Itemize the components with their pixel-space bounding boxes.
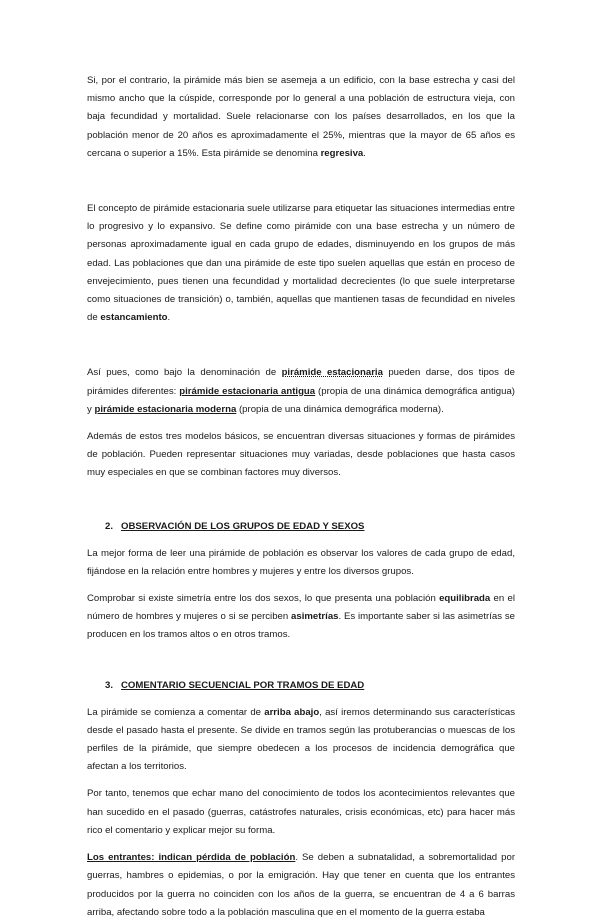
paragraph-text: Si, por el contrario, la pirámide más bien se asemeja a un edificio, con la base estrecha y casi del mismo ancho que la cúspide, corresponde por lo general a una población de estructura vieja, con baja fecundidad y mortalidad. Suele relacionarse con los países desarrollados, en los que la población menor de 20 años es aproximadamente el 25%, mientras que la mayor de 65 años es cercana o superior a 15%. Esta pirámide se denomina — [87, 75, 515, 159]
paragraph-text: Así pues, como bajo la denominación de — [87, 367, 282, 379]
paragraph-text: El concepto de pirámide estacionaria suele utilizarse para etiquetar las situaciones intermedias entre lo progresivo y lo expansivo. Se define como pirámide con una base estrecha y un número de personas aproximadamente igual en cada grupo de edades, disminuyendo en los grupos de más edad. Las poblaciones que dan una pirámide de este tipo suelen aquellas que están en proceso de envejecimiento, pues tienen una fecundidad y mortalidad decrecientes (lo que suele interpretarse como situaciones de transición) o, también, aquellas que mantienen tasas de fecundidad en niveles de — [87, 203, 515, 324]
paragraph-lectura: La mejor forma de leer una pirámide de población es observar los valores de cada grupo de edad, fijándose en la relación entre hombres y mujeres y entre los diversos grupos. — [87, 547, 515, 577]
bold-term: asimetrías — [291, 611, 339, 623]
paragraph-entrantes — [87, 849, 515, 922]
bold-term: arriba abajo — [264, 706, 320, 718]
paragraph-text: . Se deben a subnatalidad, a sobremortalidad por guerras, hambres o epidemias, o por la emigración. Hay que tener en cuenta que los entrantes producidos por la guerra no coinciden con los años de la guerra, se encuentran de 4 a 6 barras arriba, afectando sobre todo a la población masculina que en el momento de la guerra estaba — [87, 852, 516, 918]
bold-underlined-term: pirámide estacionaria moderna — [94, 403, 237, 415]
paragraph-acontecimientos: Por tanto, tenemos que echar mano del conocimiento de todos los acontecimientos relevantes que han sucedido en el pasado (guerras, catástrofes naturales, crisis económicas, etc) para hacer más rico el comentario y explicar mejor su forma. — [87, 788, 515, 836]
paragraph-text: pueden darse, dos tipos de pirámides diferentes: — [87, 367, 515, 397]
paragraph-text: , así iremos determinando sus características desde el pasado hasta el presente. Se divide en tramos según las protuberancias o muescas de los perfiles de la pirámide, que siempre obedecen a los procesos de incidencia demográfica que afectan a los territorios. — [87, 706, 516, 773]
paragraph-modelos: Además de estos tres modelos básicos, se encuentran diversas situaciones y formas de pirámides de población. Pueden representar situaciones muy variadas, desde poblaciones que hasta casos muy especiales en que se combinan factores muy diversos. — [87, 431, 515, 479]
paragraph-text: La pirámide se comienza a comentar de — [87, 706, 265, 718]
paragraph-text: . — [363, 147, 366, 159]
paragraph-regresiva — [87, 72, 515, 163]
document-body — [87, 72, 515, 922]
paragraph-text: (propia de una dinámica demográfica moderna). — [236, 403, 444, 415]
bold-term: regresiva — [320, 147, 364, 159]
bold-underlined-term: Los entrantes: indican pérdida de población — [87, 852, 296, 864]
heading-number: 2. — [105, 520, 114, 532]
paragraph-text: . Es importante saber si las asimetrías se producen en los tramos altos o en otros tramos. — [87, 611, 515, 641]
bold-term: pirámide estacionaria — [281, 367, 383, 379]
paragraph-estacionaria — [87, 200, 515, 327]
paragraph-text: en el número de hombres y mujeres o si se perciben — [87, 593, 515, 623]
heading-title: OBSERVACIÓN DE LOS GRUPOS DE EDAD Y SEXOS — [121, 520, 365, 532]
bold-underlined-term: pirámide estacionaria antigua — [179, 385, 316, 397]
section-heading-3 — [87, 677, 515, 695]
paragraph-simetria — [87, 590, 515, 645]
section-heading-2 — [87, 518, 515, 536]
bold-term: equilibrada — [439, 593, 491, 605]
paragraph-text: (propia de una dinámica demográfica antigua) y — [87, 385, 515, 415]
heading-number: 3. — [105, 679, 114, 691]
paragraph-tipos-estacionaria — [87, 364, 515, 419]
paragraph-text: . — [167, 312, 171, 324]
heading-title: COMENTARIO SECUENCIAL POR TRAMOS DE EDAD — [121, 679, 365, 691]
paragraph-text: Comprobar si existe simetría entre los dos sexos, lo que presenta una población — [87, 593, 440, 605]
bold-term: estancamiento — [100, 312, 168, 324]
paragraph-comentario — [87, 704, 515, 777]
